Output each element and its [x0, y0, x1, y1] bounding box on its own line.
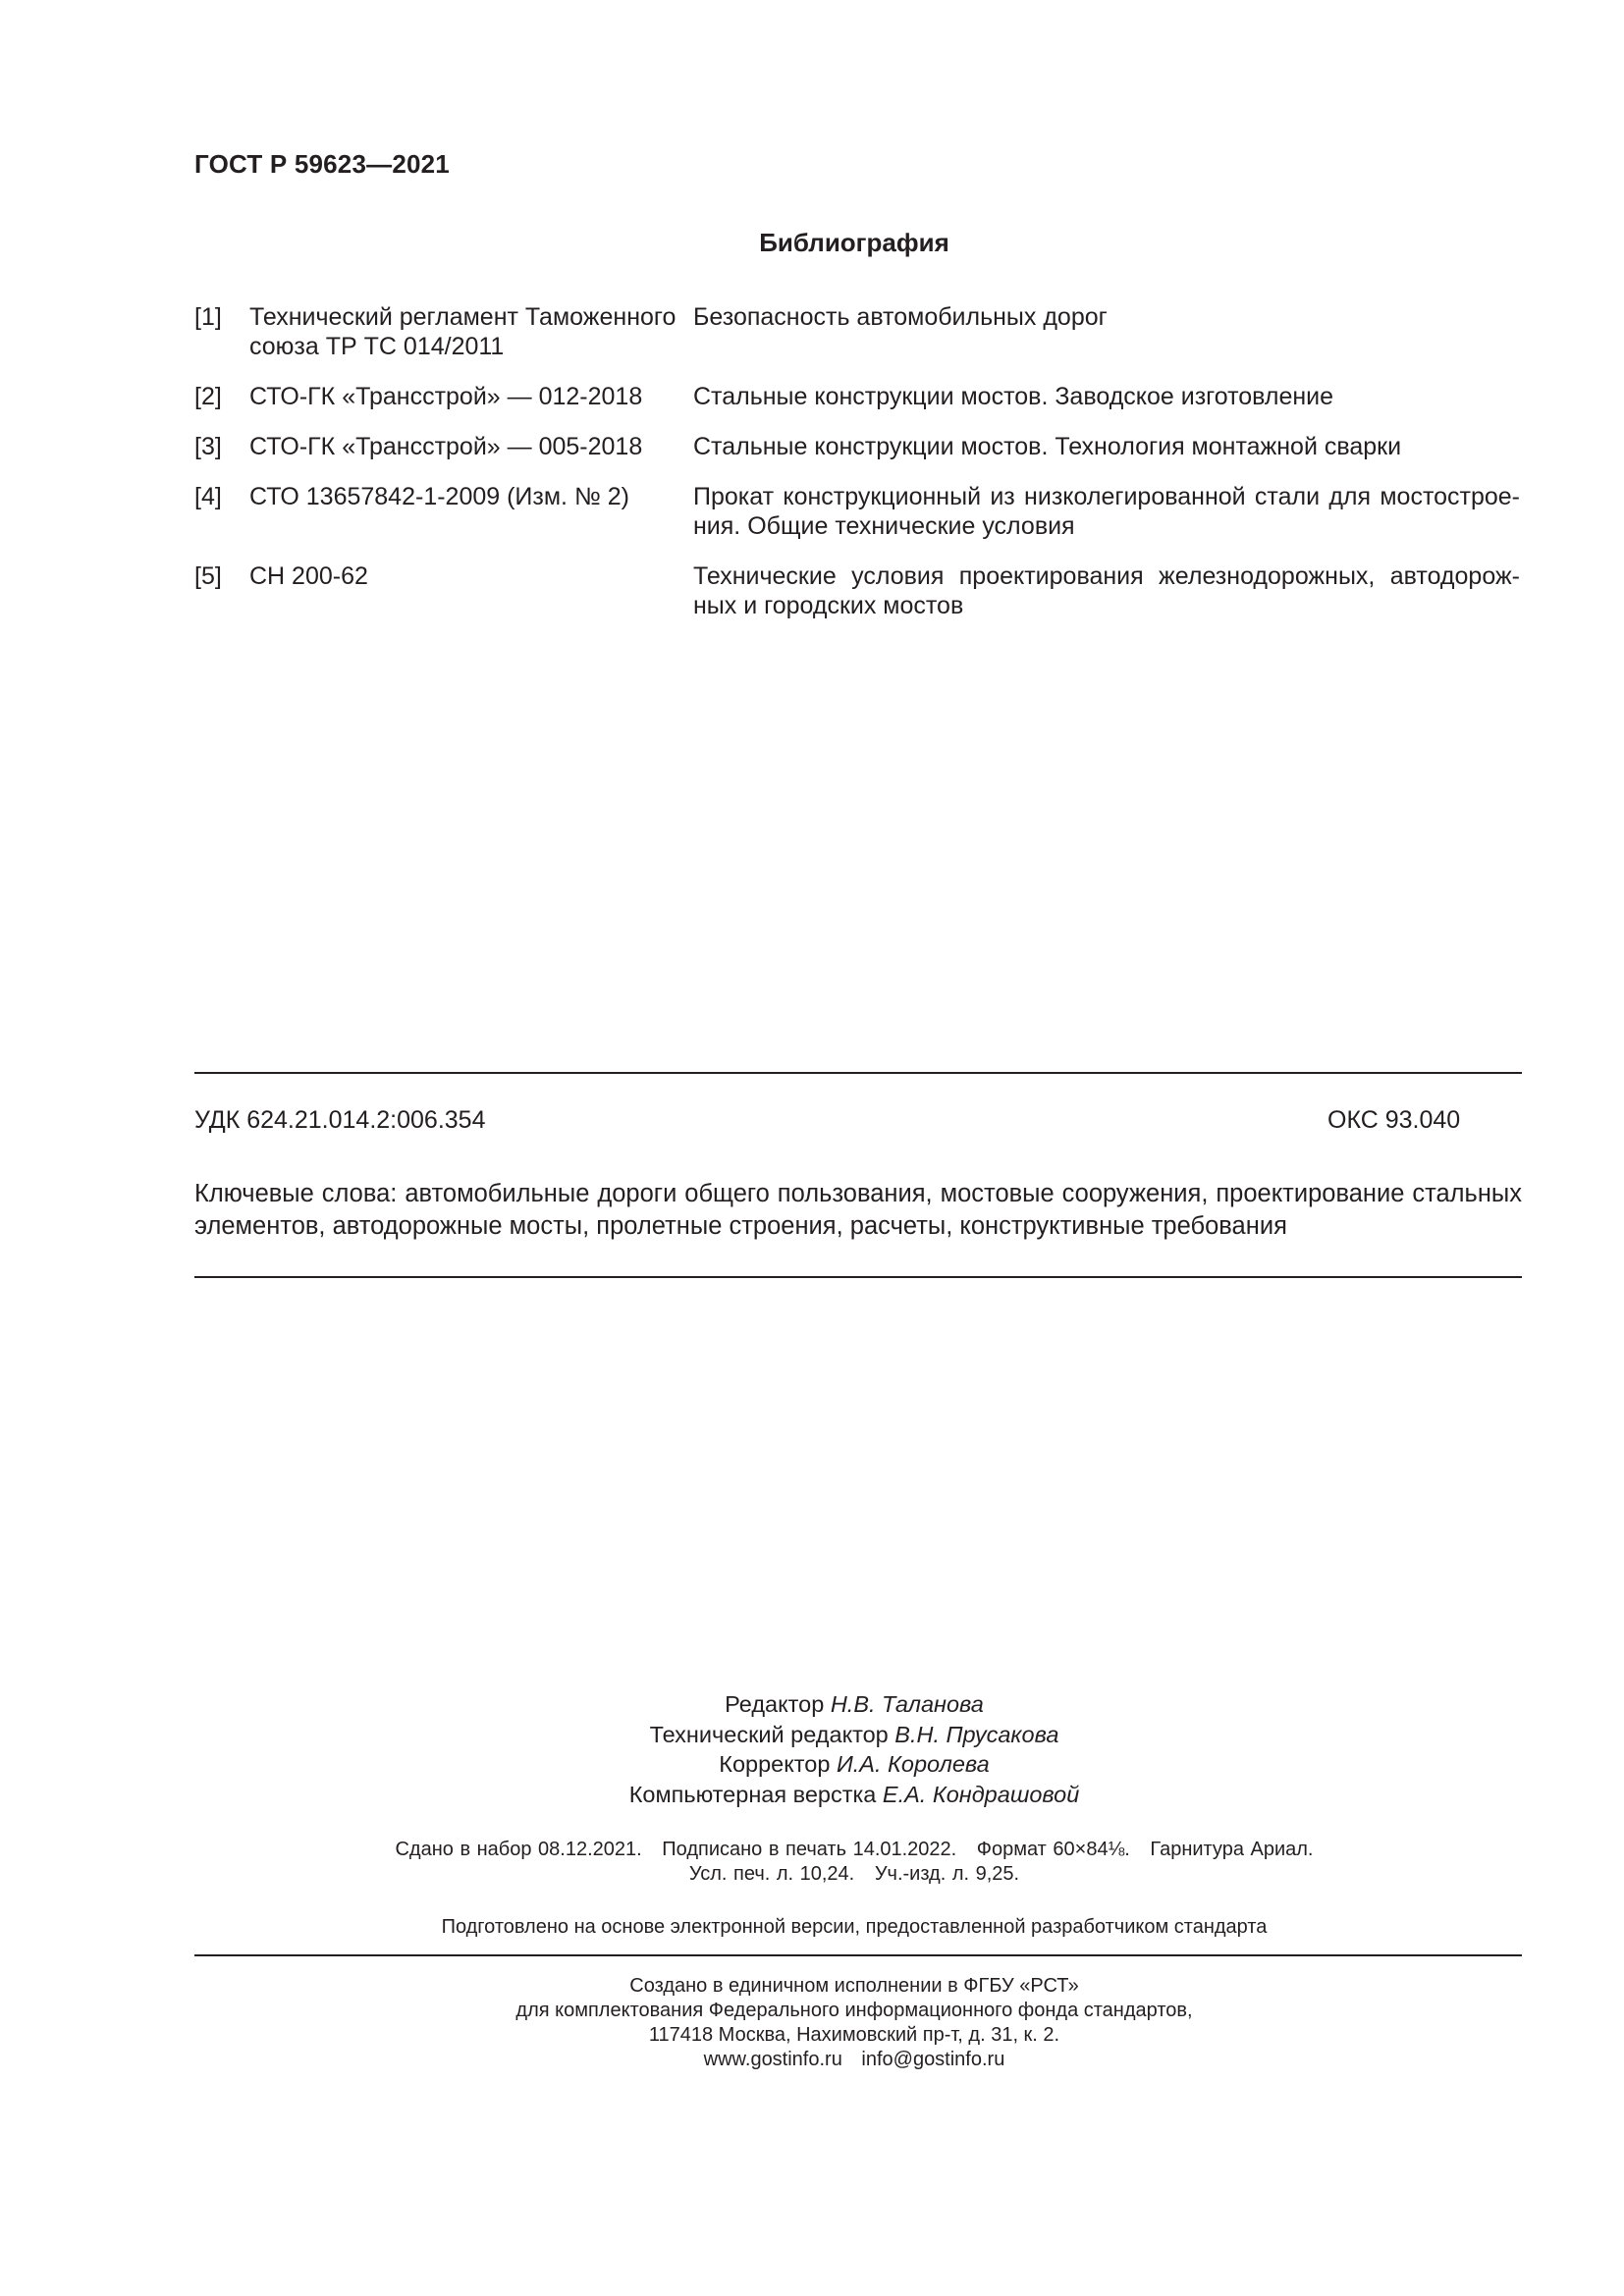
bibliography-item-number: [5] — [194, 562, 222, 590]
credit-name: В.Н. Прусакова — [894, 1721, 1059, 1747]
print-info-line-1 — [0, 1838, 1624, 1862]
credit-layout — [0, 1780, 1624, 1810]
creator-line-2: для комплектования Федерального информационного фонда стандартов, — [515, 2000, 1193, 2021]
credit-role: Корректор — [719, 1751, 831, 1777]
keywords: Ключевые слова: автомобильные дороги общего пользования, мостовые сооружения, проектирование стальных элементов, автодорожные мосты, пролетные строения, расчеты, конструктивные требования — [194, 1180, 1522, 1240]
credits-block — [0, 1689, 1624, 1809]
udk-code: УДК 624.21.014.2:006.354 — [194, 1106, 486, 1134]
credit-name: И.А. Королева — [836, 1751, 990, 1777]
bibliography-item-code: СН 200-62 — [249, 562, 368, 590]
oks-code: ОКС 93.040 — [1327, 1106, 1461, 1134]
credit-role: Редактор — [725, 1691, 825, 1717]
divider-bottom — [194, 1954, 1522, 1956]
bibliography-item — [194, 382, 1520, 411]
bibliography-item — [194, 561, 1520, 620]
credit-name: Н.В. Таланова — [830, 1691, 984, 1717]
credit-role: Технический редактор — [649, 1721, 889, 1747]
print-format: Формат 60×84⅛. — [976, 1839, 1130, 1860]
bibliography-item-number: [4] — [194, 483, 222, 510]
print-info — [0, 1838, 1624, 1887]
bibliography-item-number: [1] — [194, 303, 222, 331]
bibliography-list — [194, 302, 1520, 641]
email-link[interactable]: info@gostinfo.ru — [861, 2049, 1005, 2070]
creator-block — [0, 1974, 1624, 2072]
print-info-line-2 — [0, 1862, 1624, 1887]
bibliography-item-title: Стальные конструкции мостов. Технология монтажной сварки — [693, 433, 1402, 460]
credit-proofreader — [0, 1749, 1624, 1780]
creator-line-3: 117418 Москва, Нахимовский пр-т, д. 31, к. 2. — [648, 2024, 1060, 2046]
divider-top — [194, 1072, 1522, 1074]
print-signed: Подписано в печать 14.01.2022. — [662, 1839, 957, 1860]
bibliography-item-title: Безопасность автомобильных дорог — [693, 303, 1108, 331]
credit-role: Компьютерная верстка — [628, 1781, 877, 1807]
credit-name: Е.А. Кондрашовой — [882, 1781, 1080, 1807]
standard-number: ГОСТ Р 59623—2021 — [194, 149, 450, 179]
website-link[interactable]: www.gostinfo.ru — [703, 2049, 842, 2070]
bibliography-item — [194, 302, 1520, 361]
bibliography-item-code: СТО-ГК «Трансстрой» — 005-2018 — [249, 433, 643, 460]
print-edition-sheets: Уч.-изд. л. 9,25. — [874, 1863, 1020, 1885]
bibliography-item-code: Технический регламент Таможенного союза ТР ТС 014/2011 — [249, 303, 677, 360]
bibliography-item-title: Технические условия проектирования железнодорожных, автодорож-ных и городских мостов — [693, 562, 1520, 619]
creator-line-1: Создано в единичном исполнении в ФГБУ «РСТ» — [629, 1975, 1079, 1997]
bibliography-item-code: СТО 13657842-1-2009 (Изм. № 2) — [249, 483, 629, 510]
prepared-note: Подготовлено на основе электронной версии, предоставленной разработчиком стандарта — [441, 1916, 1268, 1938]
print-font: Гарнитура Ариал. — [1150, 1839, 1314, 1860]
credit-tech-editor — [0, 1720, 1624, 1750]
bibliography-item-title: Стальные конструкции мостов. Заводское изготовление — [693, 383, 1334, 410]
bibliography-item-number: [2] — [194, 383, 222, 410]
print-submitted: Сдано в набор 08.12.2021. — [395, 1839, 642, 1860]
bibliography-item — [194, 482, 1520, 541]
bibliography-item-code: СТО-ГК «Трансстрой» — 012-2018 — [249, 383, 643, 410]
credit-editor — [0, 1689, 1624, 1720]
bibliography-item-number: [3] — [194, 433, 222, 460]
divider-keywords — [194, 1276, 1522, 1278]
bibliography-title: Библиография — [759, 228, 949, 257]
print-sheets: Усл. печ. л. 10,24. — [688, 1863, 855, 1885]
creator-contacts — [0, 2048, 1624, 2072]
bibliography-item — [194, 432, 1520, 461]
bibliography-item-title: Прокат конструкционный из низколегированной стали для мостострое-ния. Общие технические условия — [693, 483, 1520, 540]
